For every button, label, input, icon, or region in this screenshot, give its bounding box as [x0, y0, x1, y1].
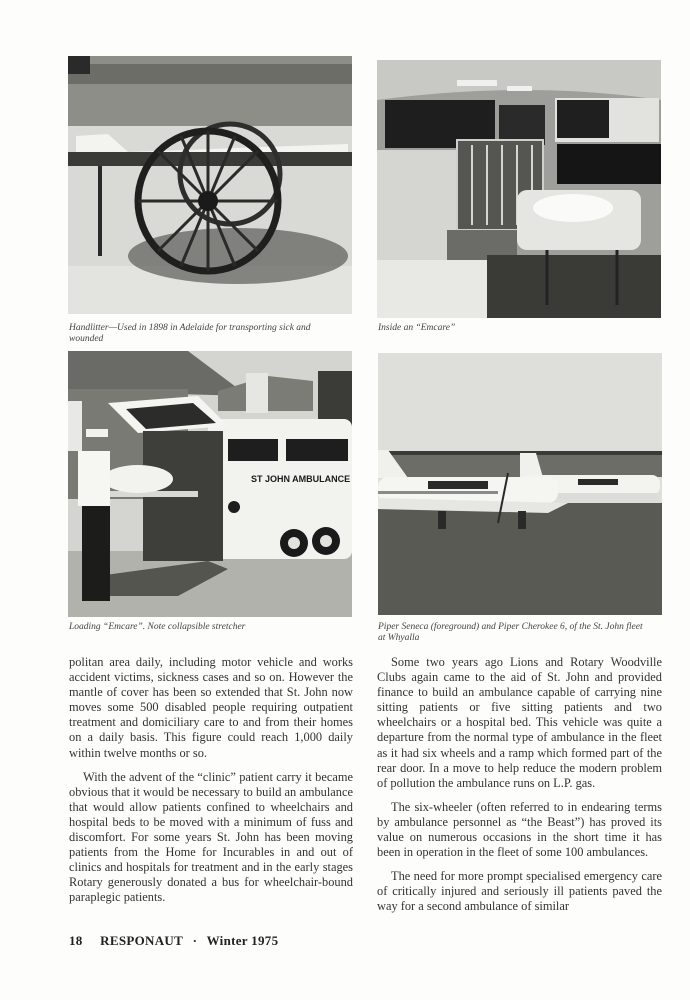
photo-emcare-interior [377, 60, 661, 318]
caption-emcare-interior: Inside an “Emcare” [378, 323, 456, 333]
emcare-interior-image [377, 60, 661, 318]
left-paragraph-2: With the advent of the “clinic” patient carry it became obvious that it would be necessary to build an ambulance that would allow patients confined to wheelchairs and hospital beds to be moved with a minimum of fuss and discomfort. For some years St. John has been moving patients from the Home for Incurables in and out of clinics and hospitals for treatment and in the early stages Rotary generously donated a bus for wheelchair-bound paraplegic patients. [69, 769, 353, 905]
photo-handlitter [68, 56, 352, 314]
left-column-text [69, 655, 353, 915]
issue-date: Winter 1975 [206, 933, 279, 948]
footer-separator: · [192, 933, 198, 948]
left-paragraph-1: politan area daily, including motor vehicle and works accident victims, sickness cases and so on. However the mantle of cover has been so extended that St. John now moves some 500 disabled people requiring outpatient treatment and domiciliary care to and from their homes on a daily basis. This figure could reach 1,000 daily within twelve months or so. [69, 655, 353, 760]
aircraft-image [378, 353, 662, 615]
caption-handlitter: Handlitter—Used in 1898 in Adelaide for transporting sick and wounded [69, 323, 311, 344]
right-paragraph-1: Some two years ago Lions and Rotary Woodville Clubs again came to the aid of St. John and provided finance to build an ambulance capable of carrying nine sitting patients or five sitting patients and two wheelchairs or a hospital bed. This vehicle was quite a departure from the normal type of ambulance in the fleet as it had six wheels and a ramp which formed part of the rear door. In a move to help reduce the modern problem of pollution the ambulance runs on L.P. gas. [377, 655, 662, 790]
right-paragraph-3: The need for more prompt specialised emergency care of critically injured and seriously ill patients paved the way for a second ambulance of similar [377, 869, 662, 914]
right-paragraph-2: The six-wheeler (often referred to in endearing terms by ambulance personnel as “the Beast”) has proved its value on numerous occasions in the short time it has been in operation in the fleet of some 100 ambulances. [377, 799, 662, 860]
page-footer [69, 933, 292, 949]
page-number: 18 [69, 933, 83, 948]
emcare-loading-image [68, 351, 352, 617]
caption-aircraft: Piper Seneca (foreground) and Piper Cherokee 6, of the St. John fleet at Whyalla [378, 622, 643, 643]
publication-name: RESPONAUT [100, 933, 184, 948]
handlitter-image [68, 56, 352, 314]
photo-aircraft [378, 353, 662, 615]
svg-text:ST JOHN AMBULANCE: ST JOHN AMBULANCE [251, 474, 351, 484]
right-column-text [377, 655, 662, 924]
caption-emcare-loading: Loading “Emcare”. Note collapsible stretcher [69, 622, 246, 632]
photo-emcare-loading [68, 351, 352, 617]
